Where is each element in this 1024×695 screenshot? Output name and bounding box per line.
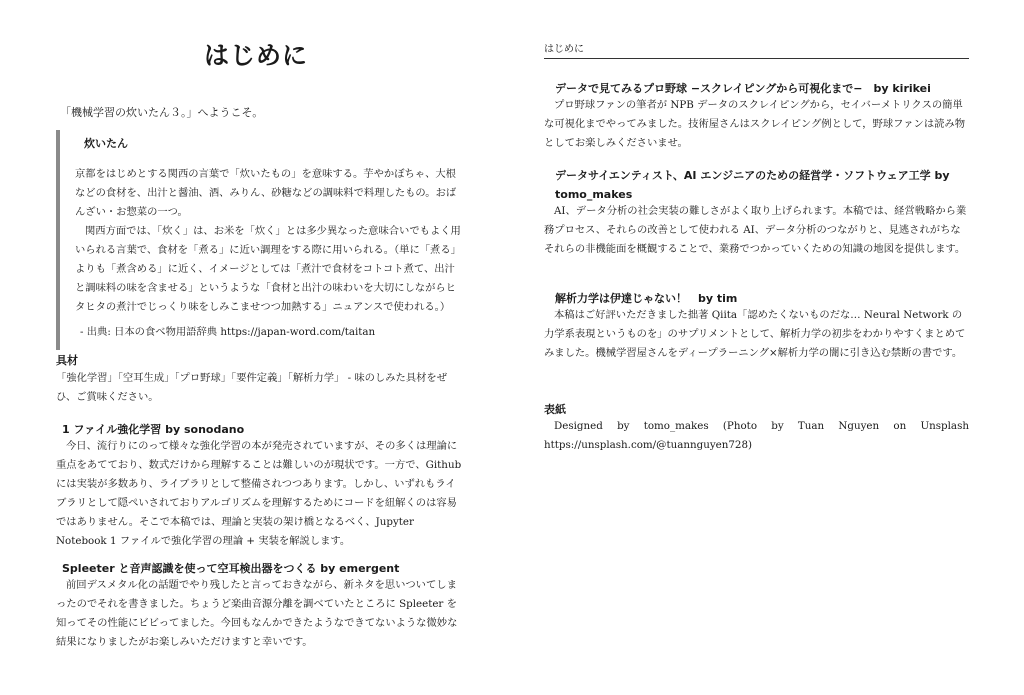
cover-credit-line-1: Designed by tomo_makes (Photo by Tuan Nguyen on Unsplash xyxy=(554,420,969,432)
welcome-text: 「機械学習の炊いたん３。」へようこそ。 xyxy=(60,106,264,119)
quote-source: - 出典: 日本の食べ物用語辞典 https://japan-word.com/taitan xyxy=(80,326,376,338)
article-heading-management: データサイエンティスト、AI エンジニアのための経営学・ソフトウェア工学 by tomo_makes xyxy=(555,169,950,201)
quote-paragraph-1: 京都をはじめとする関西の言葉で「炊いたもの」を意味する。芋やかぼちゃ、大根などの食材を、出汁と醤油、酒、みりん、砂糖などの調味料で料理したもの。おばんざい・お惣菜の一つ。 xyxy=(75,168,457,218)
article-heading-rl: 1 ファイル強化学習 by sonodano xyxy=(62,423,245,436)
article-heading-mechanics: 解析力学は伊達じゃない！ by tim xyxy=(555,292,738,305)
quote-body xyxy=(75,165,465,317)
page-title: はじめに xyxy=(203,41,308,70)
article-text-baseball: プロ野球ファンの筆者が NPB データのスクレイピングから，セイバーメトリクスの簡単な可視化までやってみました。技術屋さんはスクレイピング例として，野球ファンは読み物としてお楽しみくださいませ。 xyxy=(544,99,966,149)
cover-credit-line-2: https://unsplash.com/@tuannguyen728) xyxy=(544,439,753,451)
article-text-management: AI、データ分析の社会実装の難しさがよく取り上げられます。本稿では、経営戦略から業務プロセス、それらの改善として使われる AI、データ分析のつながりと、見逃されがちなそれらの非機能面を概観することで、業務でつかっていくための知識の地図を提供します。 xyxy=(544,205,967,255)
article-heading-baseball: データで見てみるプロ野球 −スクレイピングから可視化まで− by kirikei xyxy=(555,82,931,95)
quote-heading: 炊いたん xyxy=(84,137,128,150)
definition-quote xyxy=(56,130,465,350)
cover-heading: 表紙 xyxy=(544,403,566,416)
article-text-spleeter: 前回デスメタル化の話題でやり残したと言っておきながら、新ネタを思いついてしまったのでそれを書きました。ちょうど楽曲音源分離を調べていたところに Spleeter を知ってその性能にビビってました。今回もなんかできたようなできてないような微妙な結果になりましたがお楽しみいただけますと幸いです。 xyxy=(56,579,458,648)
running-head: はじめに xyxy=(544,40,969,59)
right-page xyxy=(512,0,1024,695)
ingredients-text: 「強化学習」「空耳生成」「プロ野球」「要件定義」「解析力学」 - 味のしみた具材をぜひ、ご賞味ください。 xyxy=(56,372,448,403)
article-text-mechanics: 本稿はご好評いただきました拙著 Qiita「認めたくないものだな… Neural Network の力学系表現というものを」のサプリメントとして、解析力学の初歩をわかりやすくまとめてみました。機械学習屋さんをディープラーニング×解析力学の闇に引き込む禁断の書です。 xyxy=(544,309,966,359)
ingredients-heading: 具材 xyxy=(56,354,78,367)
quote-paragraph-2: 関西方面では、「炊く」は、お米を「炊く」とは多少異なった意味合いでもよく用いられる言葉で、食材を「煮る」に近い調理をする際に用いられる。（単に「煮る」よりも「煮含める」に近く、イメージとしては「煮汁で食材をコトコト煮て、出汁と調味料の味を含ませる」というような「食材と出汁の味わいを大切にしながらヒタヒタの煮汁でじっくり味をしみこませつつ加熱する」ニュアンスで使われる。） xyxy=(75,225,461,313)
article-text-rl: 今日、流行りにのって様々な強化学習の本が発売されていますが、その多くは理論に重点をあてており、数式だけから理解することは難しいのが現状です。一方で、Github には実装が多数あり、ライブラリとして整備されつつあります。しかし、いずれもライブラリとして隠ぺいされておりアルゴリズムを理解するためにコードを紐解くのは容易ではありません。そこで本稿では、理論と実装の架け橋となるべく、Jupyter Notebook 1 ファイルで強化学習の理論 + 実装を解説します。 xyxy=(56,440,462,547)
article-heading-spleeter: Spleeter と音声認識を使って空耳検出器をつくる by emergent xyxy=(62,562,400,575)
